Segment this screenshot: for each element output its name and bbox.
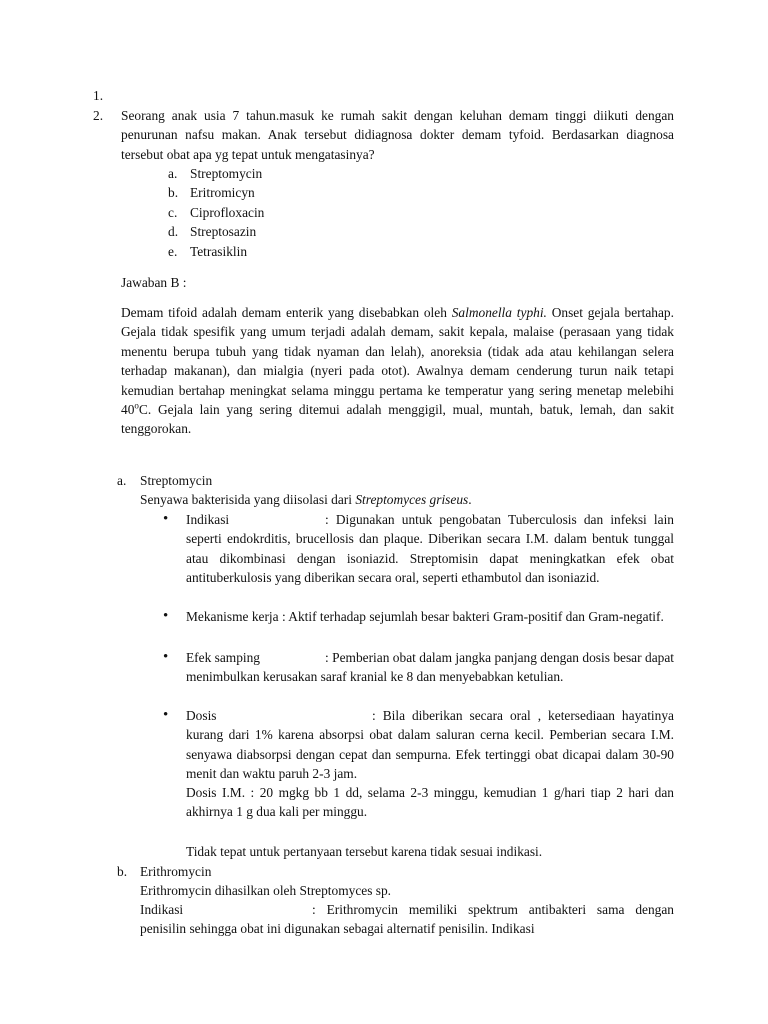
dosis-im-text: Dosis I.M. : 20 mgkg bb 1 dd, selama 2-3 minggu, kemudian 1 g/hari tiap 2 hari dan akhirnya 1 g dua kali per minggu. xyxy=(186,785,674,820)
option-text: Streptomycin xyxy=(190,166,263,181)
option-label: e. xyxy=(168,243,178,259)
section-a-source: Streptomyces griseus xyxy=(355,492,469,507)
explanation-text-2: Onset gejala bertahap. Gejala tidak spesifik yang umum terjadi adalah demam, sakit kepala, malaise (perasaan yang tidak menentu berupa tubuh yang tidak nyaman dan lelah), anoreksia (tidak ada atau kehilangan selera terhadap makanan), dan mialgia (nyeri pada otot). Awalnya demam cenderung turun naik tetapi kemudian bertahap meningkat selama minggu pertama ke temperatur yang sering menetap melebihi 40 xyxy=(121,305,674,418)
bullet-text: : Aktif terhadap sejumlah besar bakteri Gram-positif dan Gram-negatif. xyxy=(278,609,664,624)
bullet-term: Efek samping xyxy=(186,650,261,665)
section-a-intro-end: . xyxy=(468,492,472,507)
species-name: Salmonella typhi. xyxy=(451,305,547,320)
option-item xyxy=(168,203,468,222)
bullet-item-indikasi xyxy=(163,510,674,588)
bullet-icon: • xyxy=(163,707,169,723)
option-text: Streptosazin xyxy=(190,224,257,240)
option-label: d. xyxy=(168,224,179,240)
question-stem: Seorang anak usia 7 tahun.masuk ke rumah sakit dengan keluhan demam tinggi diikuti dengan penurunan nafsu makan. Anak tersebut didiagnosa dokter demam tyfoid. Berdasarkan diagnosa tersebut obat apa yg tepat untuk mengatasinya? xyxy=(121,108,674,162)
question-number-2: 2. xyxy=(93,108,104,123)
option-list xyxy=(168,164,468,261)
explanation-text-1: Demam tifoid adalah demam enterik yang disebabkan oleh xyxy=(121,305,452,320)
explanation-paragraph xyxy=(121,303,674,439)
option-label: b. xyxy=(168,185,179,201)
bullet-item-efek-samping xyxy=(163,648,674,687)
answer-line: Jawaban B : xyxy=(121,275,187,290)
bullet-text: : Bila diberikan secara oral , ketersediaan hayatinya kurang dari 1% karena absorpsi obat dalam saluran cerna kecil. Pemberian secara I.M. senyawa diabsorpsi dengan cepat dan sempurna. Efek tertinggi obat dicapai dalam 30-90 menit dan waktu paruh 2-3 jam. xyxy=(186,708,674,782)
section-b-term: Indikasi xyxy=(140,902,184,917)
bullet-icon: • xyxy=(163,649,169,665)
question-number-1: 1. xyxy=(93,88,104,103)
option-item xyxy=(168,222,468,241)
option-text: Tetrasiklin xyxy=(190,243,248,259)
option-label: c. xyxy=(168,204,178,220)
option-item xyxy=(168,183,468,202)
option-text: Ciprofloxacin xyxy=(190,204,265,220)
section-a-intro-text: Senyawa bakterisida yang diisolasi dari xyxy=(140,492,356,507)
bullet-text: : Pemberian obat dalam jangka panjang dengan dosis besar dapat menimbulkan kerusakan saraf kranial ke 8 dan menyebabkan ketulian. xyxy=(186,650,674,685)
bullet-icon: • xyxy=(163,608,169,624)
degree-superscript: o xyxy=(134,400,139,411)
bullet-term: Mekanisme kerja xyxy=(186,609,279,624)
option-text: Eritromicyn xyxy=(190,185,255,201)
section-a-title: Streptomycin xyxy=(140,473,213,488)
bullet-term: Indikasi xyxy=(186,512,230,527)
section-b-intro: Erithromycin dihasilkan oleh Streptomyces sp. xyxy=(140,883,392,898)
section-b-indikasi xyxy=(140,900,674,939)
bullet-item-dosis xyxy=(163,706,674,784)
bullet-text: : Digunakan untuk pengobatan Tuberculosis dan infeksi lain seperti endokrditis, brucellosis dan plaque. Diberikan secara I.M. dalam bentuk tunggal atau dikombinasi dengan isoniazid. Streptomisin dapat meningkatkan efek obat antituberkulosis yang diberikan secara oral, seperti ethambutol dan isoniazid. xyxy=(186,512,674,586)
section-b-label: b. xyxy=(117,864,128,879)
option-label: a. xyxy=(168,166,178,181)
section-a-intro xyxy=(140,490,680,509)
section-a-label: a. xyxy=(117,473,127,488)
section-b-text: : Erithromycin memiliki spektrum antibakteri sama dengan penisilin sehingga obat ini digunakan sebagai alternatif penisilin. Indikasi xyxy=(140,902,674,937)
option-item xyxy=(168,242,468,261)
bullet-term: Dosis xyxy=(186,708,217,723)
section-a-conclusion: Tidak tepat untuk pertanyaan tersebut karena tidak sesuai indikasi. xyxy=(186,844,543,859)
option-item xyxy=(168,164,468,183)
explanation-text-3: C. Gejala lain yang sering ditemui adalah menggigil, mual, muntah, batuk, lemah, dan sakit tenggorokan. xyxy=(121,402,674,437)
section-b-title: Erithromycin xyxy=(140,864,212,879)
bullet-icon: • xyxy=(163,511,169,527)
bullet-item-mekanisme xyxy=(163,607,674,626)
